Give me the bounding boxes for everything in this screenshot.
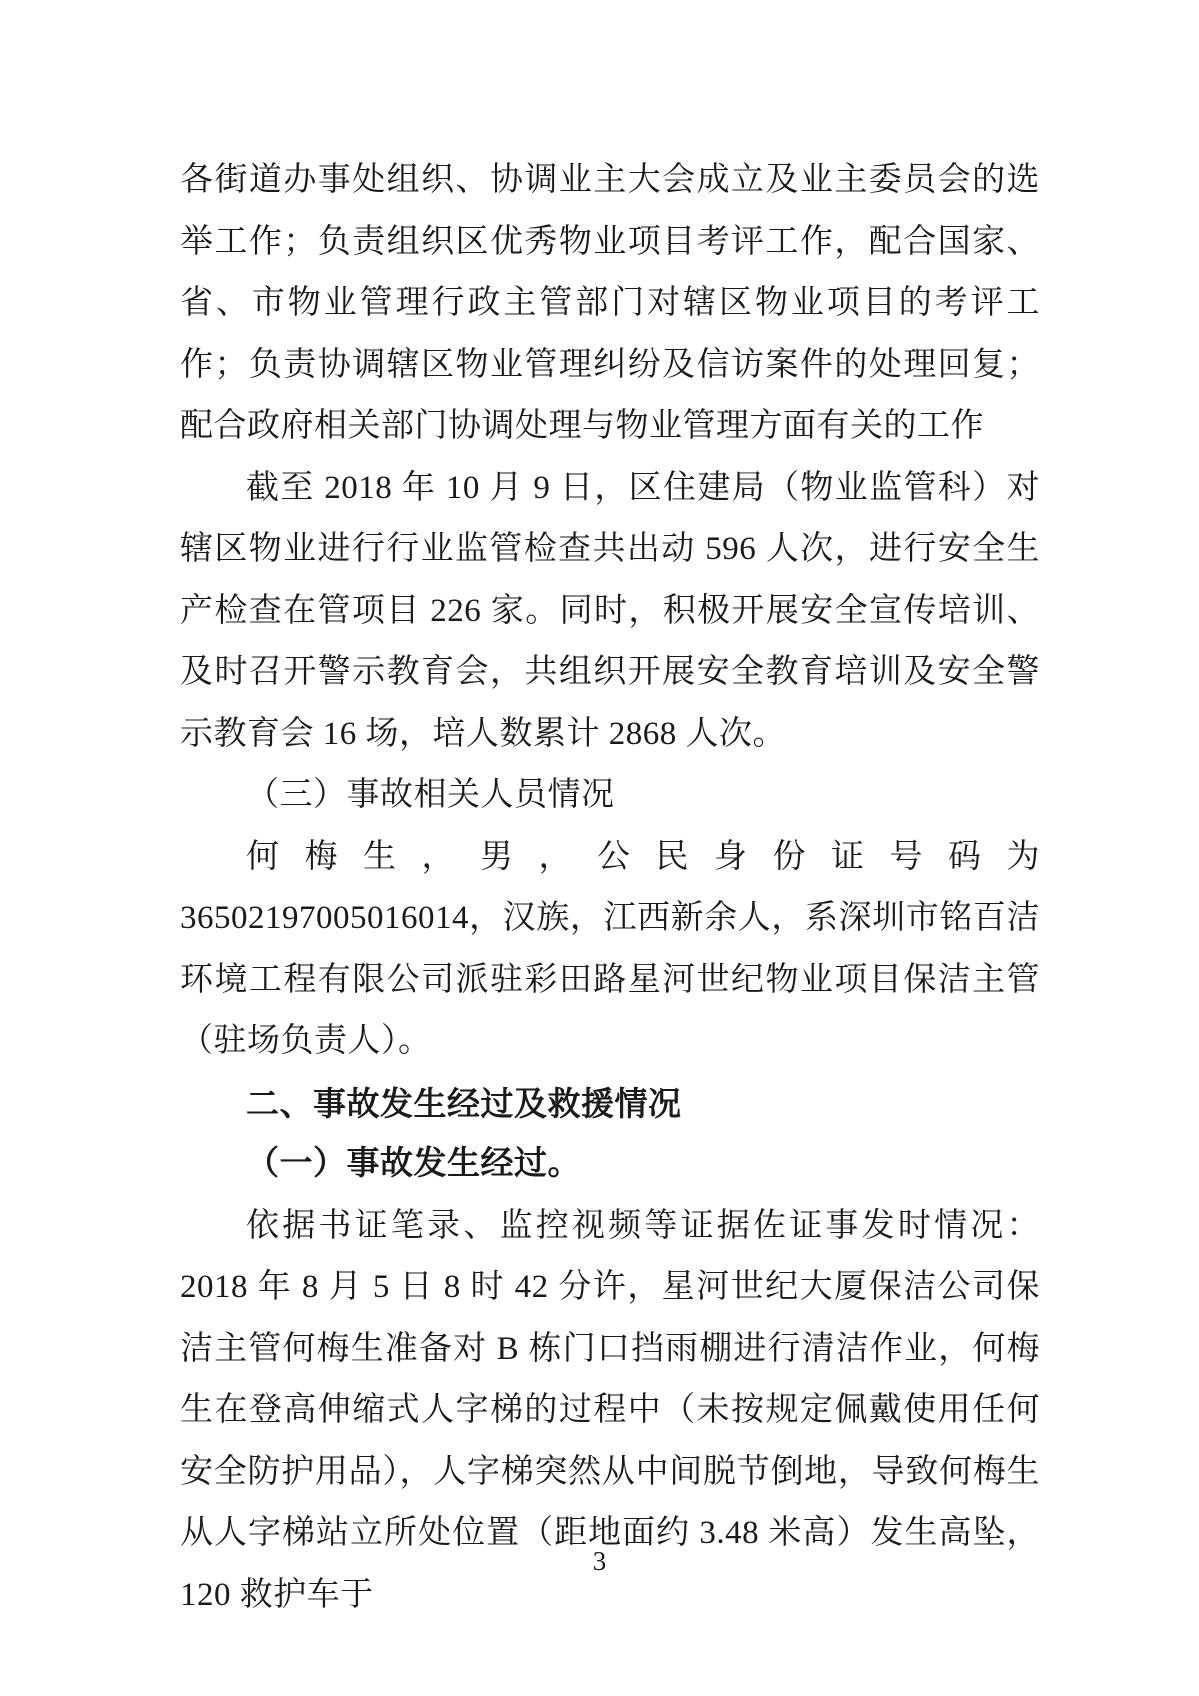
heading-accident-course: （一）事故发生经过。 bbox=[246, 1146, 581, 1182]
page-footer bbox=[0, 1546, 1199, 1576]
paragraph-supervision-statistics: 截至 2018 年 10 月 9 日，区住建局（物业监管科）对辖区物业进行行业监管检查共出动 596 人次，进行安全生产检查在管项目 226 家。同时，积极开展安全宣传培训、及时召开警示教育会，共组织开展安全教育培训及安全警示教育会 16 场，培人数累计 2868 人次。 bbox=[180, 469, 1040, 752]
paragraph-duties-continuation: 各街道办事处组织、协调业主大会成立及业主委员会的选举工作；负责组织区优秀物业项目考评工作，配合国家、省、市物业管理行政主管部门对辖区物业项目的考评工作；负责协调辖区物业管理纠纷及信访案件的处理回复；配合政府相关部门协调处理与物业管理方面有关的工作 bbox=[180, 162, 1040, 444]
paragraph-person-info: 何梅生，男，公民身份证号码为 36502197005016014，汉族，江西新余人，系深圳市铭百洁环境工程有限公司派驻彩田路星河世纪物业项目保洁主管（驻场负责人）。 bbox=[180, 838, 1040, 1059]
page-number: 3 bbox=[592, 1546, 607, 1576]
heading-accident-course-and-rescue: 二、事故发生经过及救援情况 bbox=[246, 1084, 682, 1122]
document-body bbox=[180, 150, 1040, 1626]
subheading-related-personnel: （三）事故相关人员情况 bbox=[246, 777, 615, 813]
paragraph-accident-description: 依据书证笔录、监控视频等证据佐证事发时情况：2018 年 8 月 5 日 8 时 42 分许，星河世纪大厦保洁公司保洁主管何梅生准备对 B 栋门口挡雨棚进行清洁作业，何梅生在登高伸缩式人字梯的过程中（未按规定佩戴使用任何安全防护用品），人字梯突然从中间脱节倒地，导致何梅生从人字梯站立所处位置（距地面约 3.48 米高）发生高坠，120 救护车于 bbox=[180, 1207, 1040, 1613]
